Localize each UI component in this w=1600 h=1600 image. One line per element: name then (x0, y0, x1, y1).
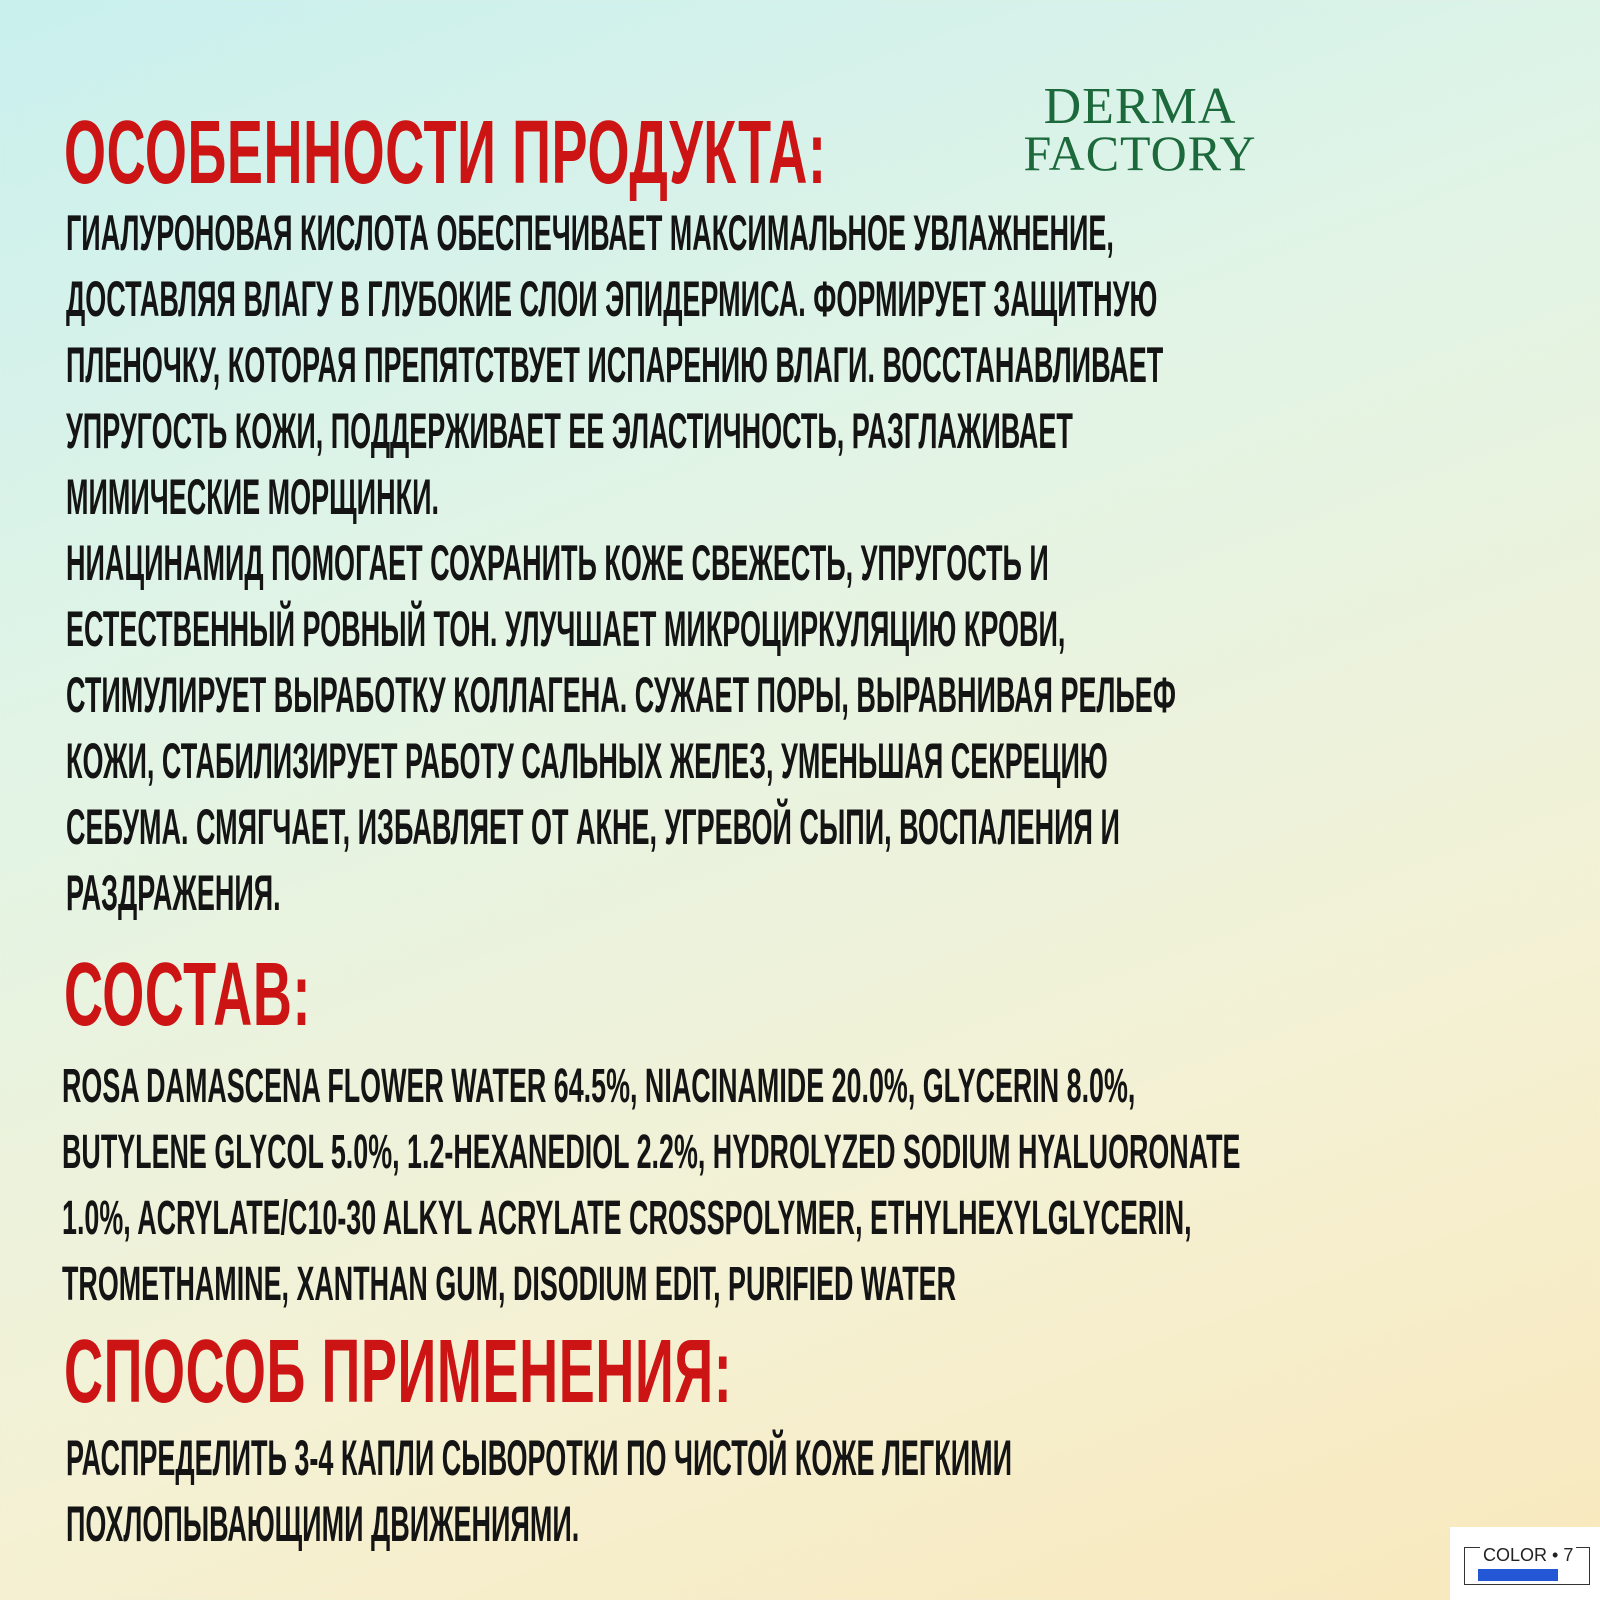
badge-color-bar (1478, 1569, 1558, 1581)
color-badge (1450, 1527, 1600, 1600)
composition-heading: СОСТАВ: (64, 945, 312, 1045)
features-line: ДОСТАВЛЯЯ ВЛАГУ В ГЛУБОКИЕ СЛОИ ЭПИДЕРМИСА. ФОРМИРУЕТ ЗАЩИТНУЮ (66, 271, 1158, 327)
composition-line: TROMETHAMINE, XANTHAN GUM, DISODIUM EDIT, PURIFIED WATER (62, 1258, 956, 1311)
features-heading: ОСОБЕННОСТИ ПРОДУКТА: (64, 103, 827, 203)
usage-text (66, 1425, 1600, 1557)
features-line: КОЖИ, СТАБИЛИЗИРУЕТ РАБОТУ САЛЬНЫХ ЖЕЛЕЗ, УМЕНЬШАЯ СЕКРЕЦИЮ (66, 733, 1108, 789)
features-line: СТИМУЛИРУЕТ ВЫРАБОТКУ КОЛЛАГЕНА. СУЖАЕТ ПОРЫ, ВЫРАВНИВАЯ РЕЛЬЕФ (66, 667, 1176, 723)
logo-line-2: FACTORY (1023, 125, 1257, 181)
composition-line: 1.0%, ACRYLATE/C10-30 ALKYL ACRYLATE CROSSPOLYMER, ETHYLHEXYLGLYCERIN, (62, 1192, 1192, 1245)
composition-text (62, 1054, 1600, 1318)
features-text (66, 200, 1600, 926)
features-line: МИМИЧЕСКИЕ МОРЩИНКИ. (66, 469, 439, 525)
badge-text: COLOR • 7 (1480, 1545, 1576, 1566)
features-line: НИАЦИНАМИД ПОМОГАЕТ СОХРАНИТЬ КОЖЕ СВЕЖЕСТЬ, УПРУГОСТЬ И (66, 535, 1049, 591)
features-line: ЕСТЕСТВЕННЫЙ РОВНЫЙ ТОН. УЛУЧШАЕТ МИКРОЦИРКУЛЯЦИЮ КРОВИ, (66, 601, 1066, 657)
features-line: СЕБУМА. СМЯГЧАЕТ, ИЗБАВЛЯЕТ ОТ АКНЕ, УГРЕВОЙ СЫПИ, ВОСПАЛЕНИЯ И (66, 799, 1120, 855)
features-line: РАЗДРАЖЕНИЯ. (66, 865, 281, 921)
composition-line: ROSA DAMASCENA FLOWER WATER 64.5%, NIACINAMIDE 20.0%, GLYCERIN 8.0%, (62, 1060, 1136, 1113)
features-line: ГИАЛУРОНОВАЯ КИСЛОТА ОБЕСПЕЧИВАЕТ МАКСИМАЛЬНОЕ УВЛАЖНЕНИЕ, (66, 205, 1114, 261)
logo-line-1: DERMA (1043, 78, 1237, 135)
usage-line: ПОХЛОПЫВАЮЩИМИ ДВИЖЕНИЯМИ. (66, 1496, 580, 1552)
features-line: УПРУГОСТЬ КОЖИ, ПОДДЕРЖИВАЕТ ЕЕ ЭЛАСТИЧНОСТЬ, РАЗГЛАЖИВАЕТ (66, 403, 1073, 459)
composition-line: BUTYLENE GLYCOL 5.0%, 1.2-HEXANEDIOL 2.2%, HYDROLYZED SODIUM HYALUORONATE (62, 1126, 1241, 1179)
usage-heading: СПОСОБ ПРИМЕНЕНИЯ: (64, 1322, 733, 1422)
usage-line: РАСПРЕДЕЛИТЬ 3-4 КАПЛИ СЫВОРОТКИ ПО ЧИСТОЙ КОЖЕ ЛЕГКИМИ (66, 1430, 1013, 1486)
features-line: ПЛЕНОЧКУ, КОТОРАЯ ПРЕПЯТСТВУЕТ ИСПАРЕНИЮ ВЛАГИ. ВОССТАНАВЛИВАЕТ (66, 337, 1164, 393)
